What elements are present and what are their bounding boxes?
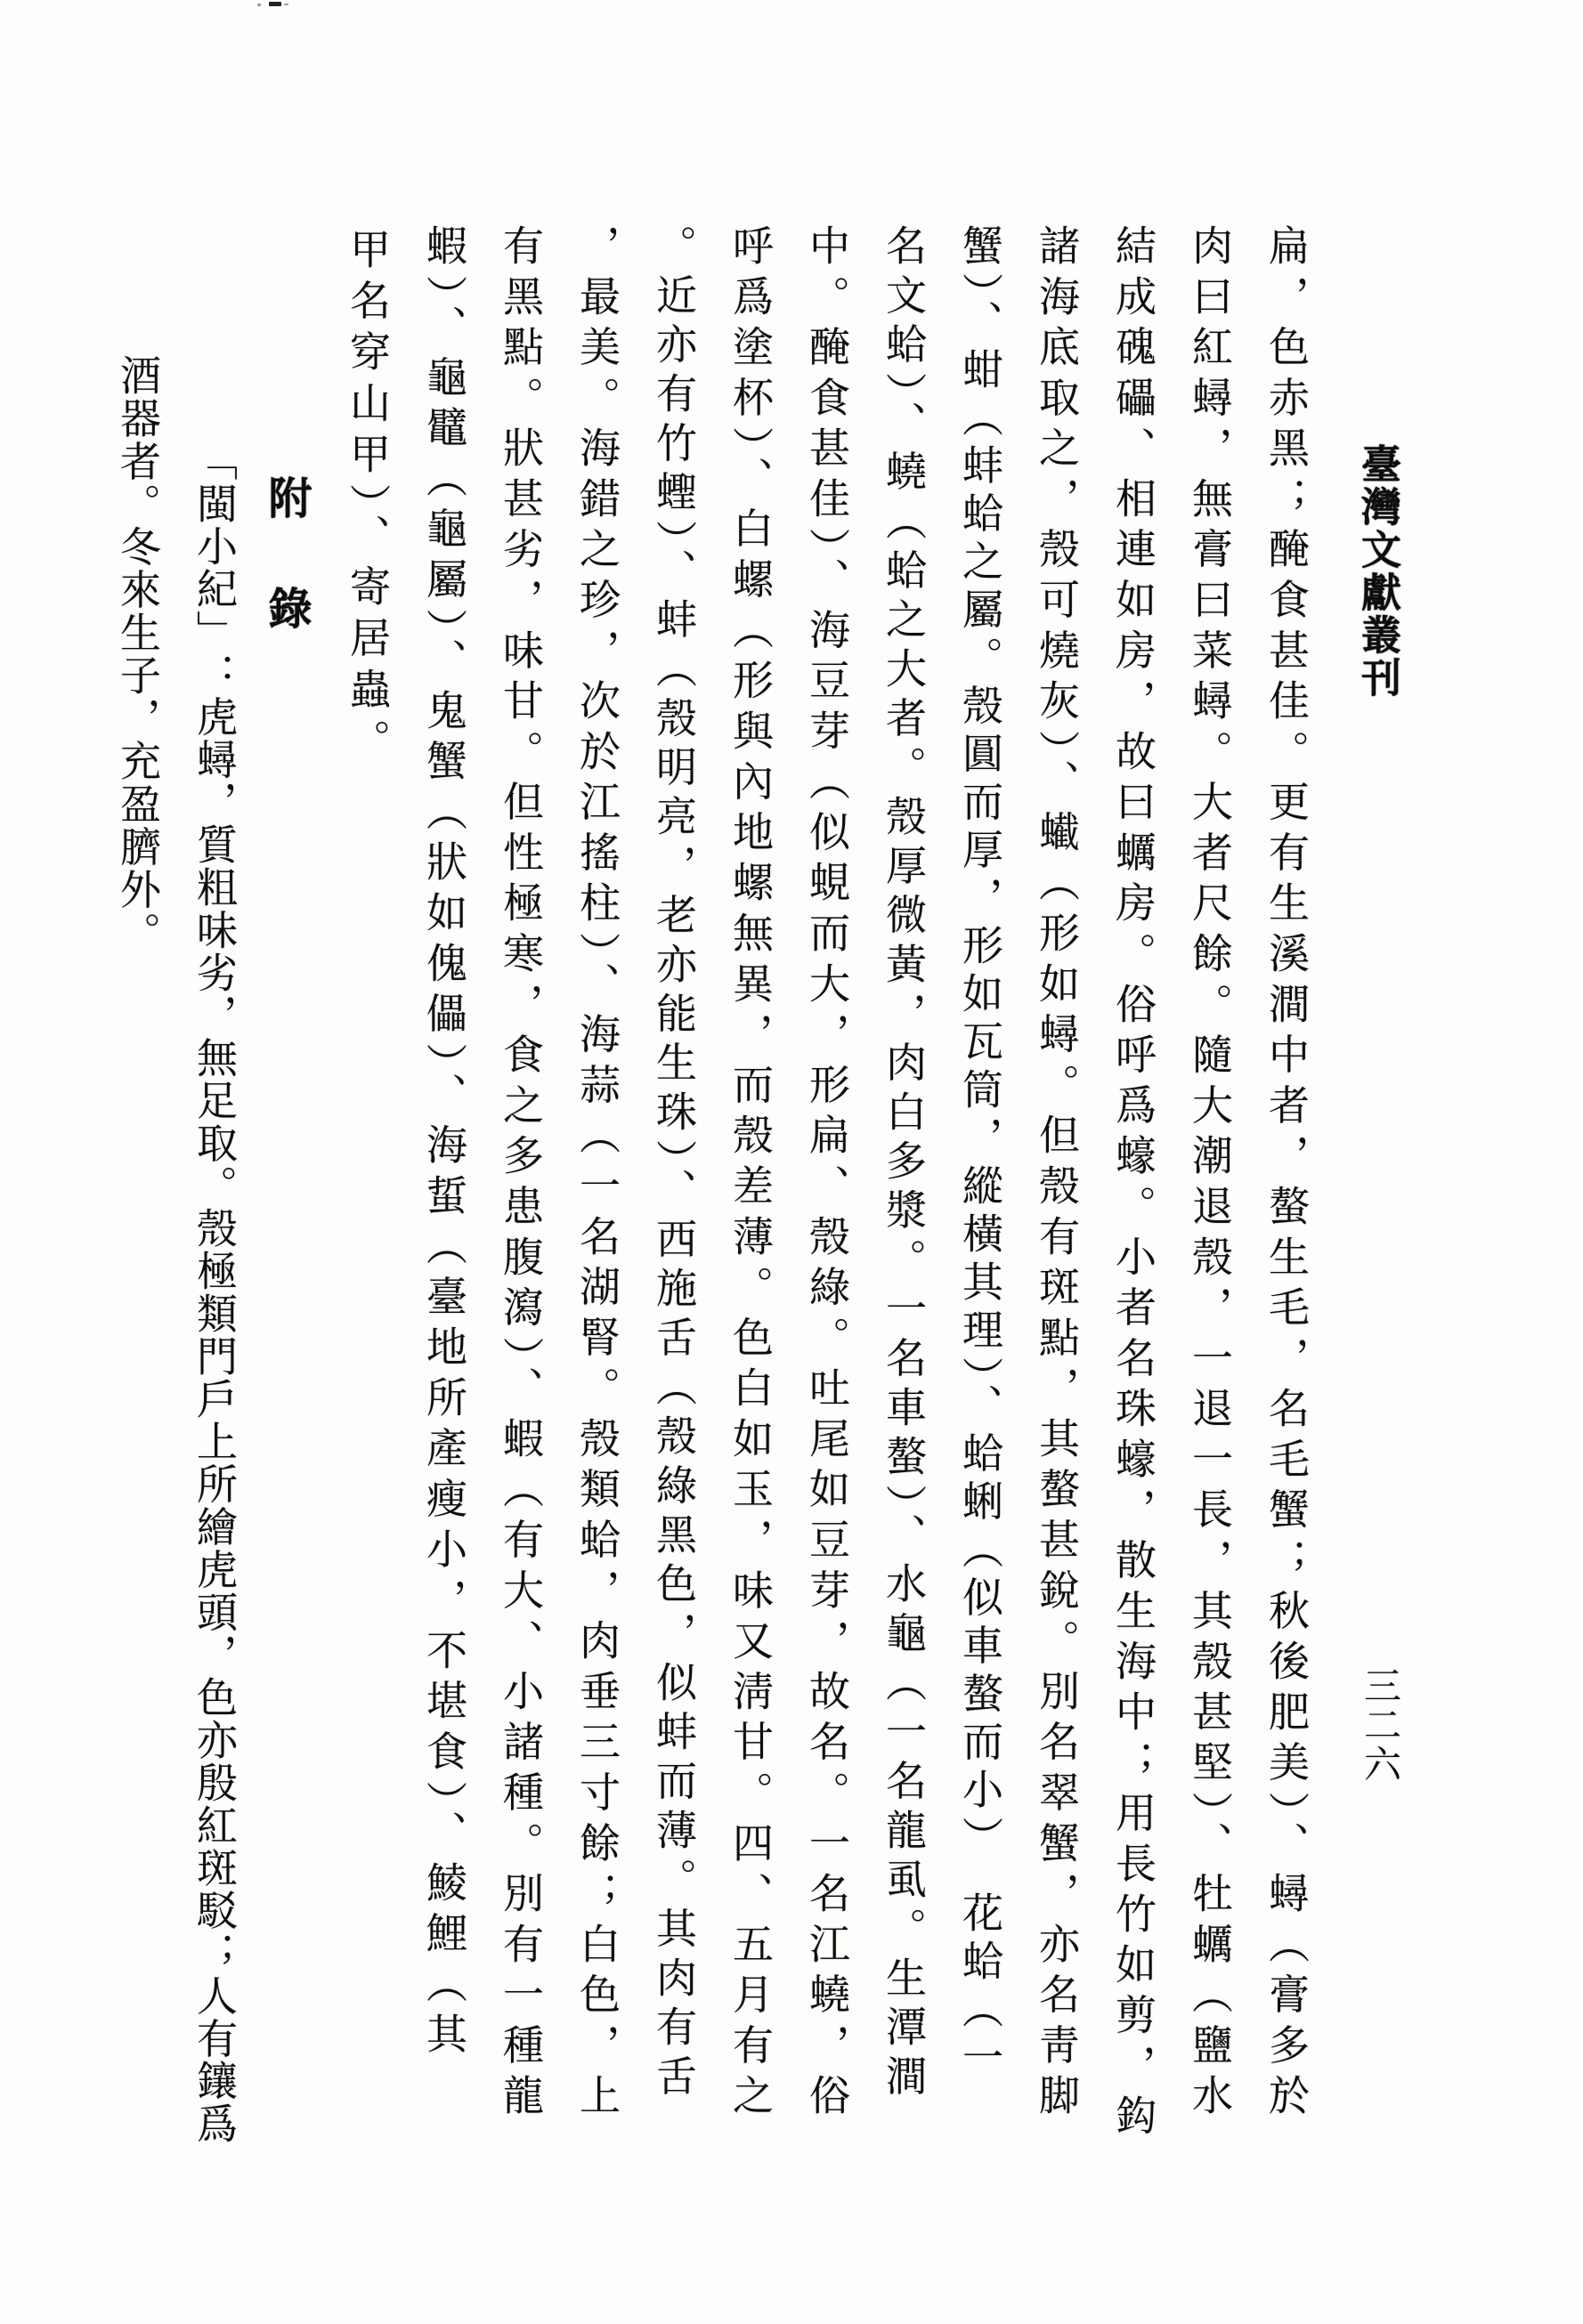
body-column-3: 結成磈礧、相連如房，故曰蠣房。俗呼爲蠔。小者名珠蠔，散生海中；用長竹如剪，鈎 [1110,224,1156,2146]
body-column-8: 呼爲塗杯）、白螺（形與內地螺無異，而殼差薄。色白如玉，味又淸甘。四、五月有之 [727,224,773,2126]
body-column-7: 中。醃食甚佳）、海豆芽（似蜆而大，形扁、殼綠。吐尾如豆芽，故名。一名江蟯，俗 [804,224,849,2126]
scan-speck [284,4,288,5]
body-column-11: 有黑點。狀甚劣，味甘。但性極寒，食之多患腹瀉）、蝦（有大、小諸種。別有一種龍 [498,224,543,2126]
scan-speck [269,2,281,6]
body-column-2: 肉曰紅蟳，無膏曰菜蟳。大者尺餘。隨大潮退殼，一退一長，其殼甚堅）、牡蠣（鹽水 [1187,224,1232,2126]
body-column-12: 蝦）、龜鼊（龜屬）、鬼蟹（狀如傀儡）、海蜇（臺地所產瘦小，不堪食）、鯪鯉（其 [421,224,467,2064]
body-column-13: 甲名穿山甲）、寄居蟲。 [345,228,390,770]
body-column-9: 。近亦有竹蟶）、蚌（殼明亮，老亦能生珠）、西施舌（殼綠黑色，似蚌而薄。其肉有舌 [651,224,696,2104]
body-column-16: 酒器者。冬來生子，充盈臍外。 [115,354,160,954]
page-number: 三二六 [1359,1666,1400,1784]
body-column-4: 諸海底取之，殼可燒灰）、蠘（形如蟳。但殼有斑點，其螯甚銳。別名翠蟹，亦名靑脚 [1034,224,1079,2126]
body-column-15: 「閩小紀」：虎蟳，質粗味劣，無足取。殼極類門戶上所繪虎頭，色亦殷紅斑駁；人有鑲爲 [191,440,237,2145]
body-column-5: 蟹）、蚶（蚌蛤之屬。殼圓而厚，形如瓦筒，縱橫其理）、蛤蜊（似車螯而小） 花蛤（一 [957,224,1003,2084]
body-column-10: ，最美。海錯之珍，次於江搖柱）、海蒜（一名湖腎。殼類蛤，肉垂三寸餘；白色，上 [574,224,620,2126]
body-column-6: 名文蛤）、蟯（蛤之大者。殼厚微黃，肉白多漿。一名車螯）、水龜（一名龍虱。生潭澗 [881,224,926,2104]
appendix-heading: 附 錄 [263,475,312,641]
scan-speck [257,4,261,6]
running-title: 臺灣文獻叢刊 [1355,443,1400,700]
body-column-1: 扁，色赤黑；醃食甚佳。更有生溪澗中者，螯生毛，名毛蟹；秋後肥美）、蟳（膏多於 [1263,224,1309,2126]
